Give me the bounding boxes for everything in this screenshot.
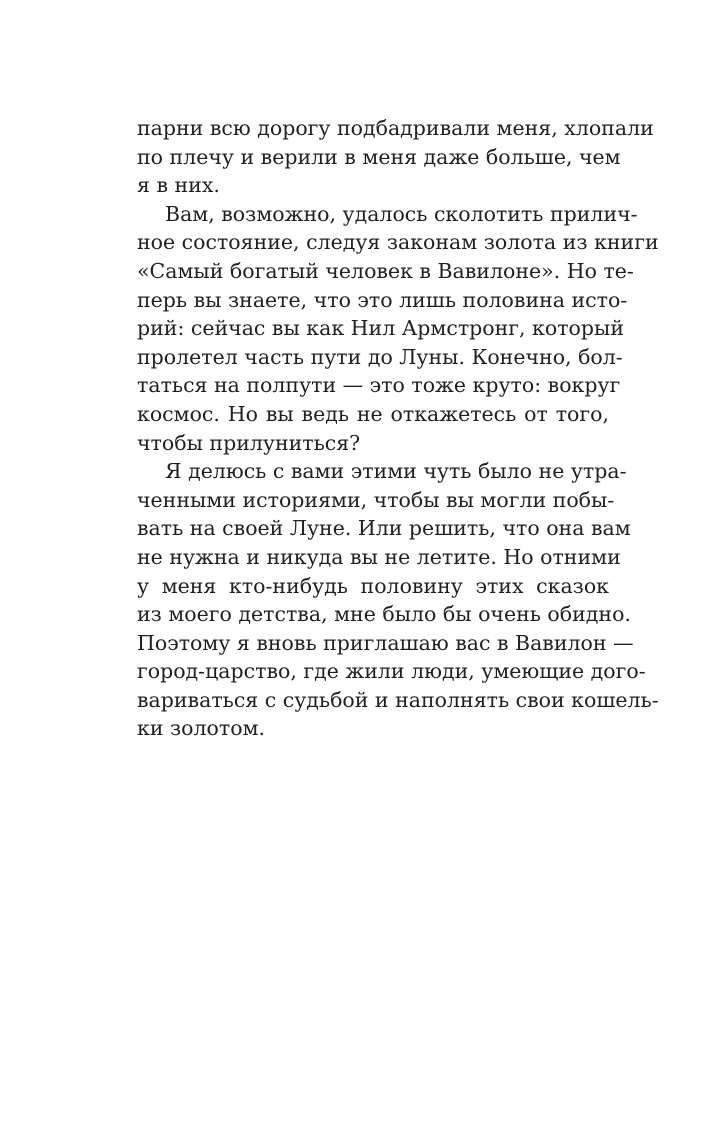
text-line: рий: сейчас вы как Нил Армстронг, который [137, 316, 624, 341]
text-line: город-царство, где жили люди, умеющие дого- [137, 659, 646, 684]
text-line: «Самый богатый человек в Вавилоне». Но те- [137, 258, 634, 283]
text-line: Я делюсь с вами этими чуть было не утра- [165, 459, 627, 484]
text-line: у меня кто-нибудь половину этих сказок [137, 573, 609, 598]
text-line: не нужна и никуда вы не летите. Но отними [137, 544, 621, 569]
text-line: таться на полпути — это тоже круто: вокруг [137, 373, 621, 398]
text-line: парни всю дорогу подбадривали меня, хлопали [137, 116, 654, 140]
text-line: ченными историями, чтобы вы могли побы- [137, 487, 615, 512]
paragraph-3 [137, 457, 659, 743]
text-line: Вам, возможно, удалось сколотить прилич- [165, 201, 638, 226]
text-line: чтобы прилуниться? [137, 430, 361, 455]
text-line: вать на своей Луне. Или решить, что она вам [137, 516, 631, 541]
body-text [137, 114, 659, 743]
paragraph-1 [137, 114, 654, 200]
text-line: перь вы знаете, что это лишь половина исто- [137, 287, 628, 312]
text-line: космос. Но вы ведь не откажетесь от того, [137, 401, 609, 426]
text-line: Поэтому я вновь приглашаю вас в Вавилон — [137, 630, 634, 655]
text-line: пролетел часть пути до Луны. Конечно, бол- [137, 344, 623, 369]
paragraph-2 [137, 200, 659, 457]
text-line: ки золотом. [137, 716, 266, 741]
text-line: вариваться с судьбой и наполнять свои кошель- [137, 687, 659, 712]
text-line: из моего детства, мне было бы очень обидно. [137, 602, 631, 627]
text-line: я в них. [137, 173, 220, 198]
text-line: по плечу и верили в меня даже больше, чем [137, 144, 621, 169]
text-line: ное состояние, следуя законам золота из книги [137, 230, 659, 255]
